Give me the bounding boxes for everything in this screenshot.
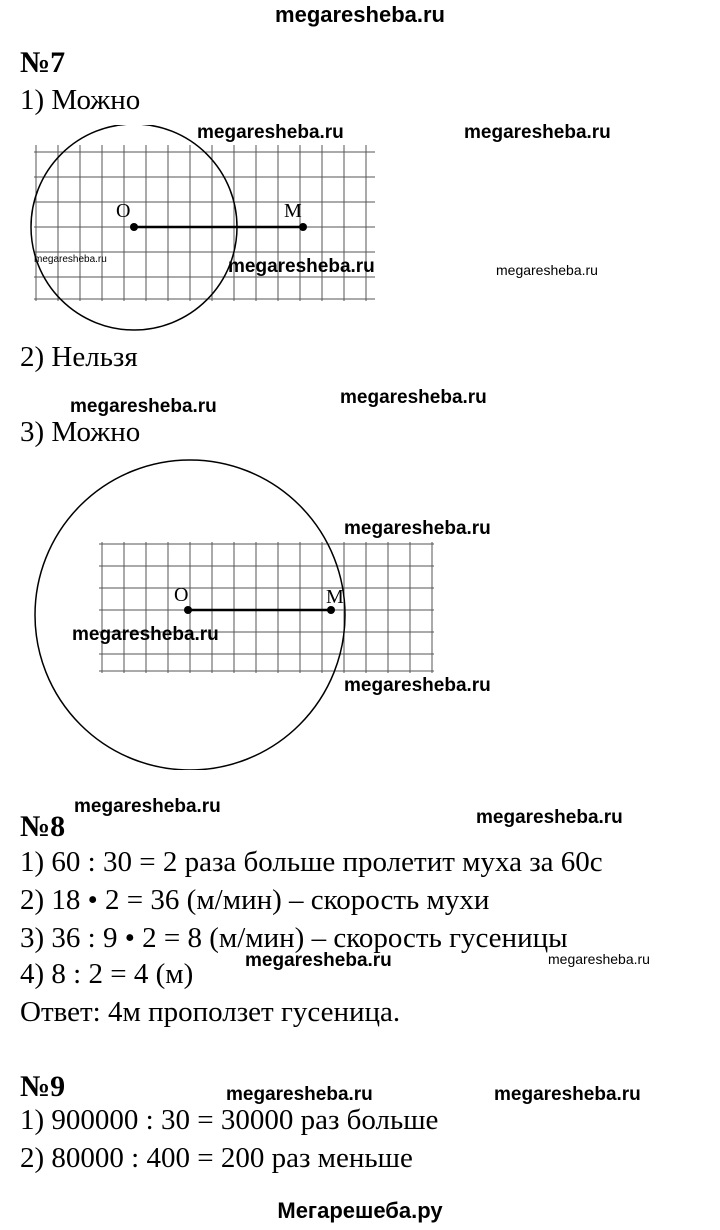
figure-2-point-o xyxy=(184,606,192,614)
watermark: megaresheba.ru xyxy=(228,256,375,277)
task-8-number: №8 xyxy=(20,810,66,843)
task-9-number: №9 xyxy=(20,1070,66,1103)
watermark: megaresheba.ru xyxy=(245,950,392,971)
figure-1-point-o xyxy=(130,223,138,231)
watermark: megaresheba.ru xyxy=(72,624,219,645)
figure-2-circle xyxy=(35,460,345,770)
figure-1-point-m xyxy=(299,223,307,231)
figure-1-label-m: M xyxy=(284,200,302,222)
watermark: megaresheba.ru xyxy=(197,122,344,143)
task-9-line-1: 1) 900000 : 30 = 30000 раз больше xyxy=(20,1104,439,1136)
task-7-item-1: 1) Можно xyxy=(20,84,141,116)
task-8-line-2: 2) 18 • 2 = 36 (м/мин) – скорость мухи xyxy=(20,884,490,916)
task-7-item-2: 2) Нельзя xyxy=(20,341,138,373)
watermark: megaresheba.ru xyxy=(464,122,611,143)
task-9-line-2: 2) 80000 : 400 = 200 раз меньше xyxy=(20,1142,413,1174)
figure-1-label-o: O xyxy=(116,200,131,222)
task-7-item-3: 3) Можно xyxy=(20,416,141,448)
watermark: megaresheba.ru xyxy=(344,675,491,696)
watermark: megaresheba.ru xyxy=(340,387,487,408)
task-7-number: №7 xyxy=(20,46,66,79)
watermark: megaresheba.ru xyxy=(476,807,623,828)
watermark: megaresheba.ru xyxy=(70,396,217,417)
task-8-line-1: 1) 60 : 30 = 2 раза больше пролетит муха за 60с xyxy=(20,846,603,878)
watermark: megaresheba.ru xyxy=(548,951,650,967)
watermark: megaresheba.ru xyxy=(34,254,107,265)
figure-2-label-o: O xyxy=(174,584,189,606)
watermark: megaresheba.ru xyxy=(226,1084,373,1105)
figure-1-circle-grid xyxy=(20,125,380,335)
footer-watermark: Мегарешеба.ру xyxy=(277,1198,443,1223)
watermark: megaresheba.ru xyxy=(496,262,598,278)
figure-2-label-m: M xyxy=(326,586,344,608)
task-8-answer: Ответ: 4м проползет гусеница. xyxy=(20,996,401,1028)
task-8-line-3: 3) 36 : 9 • 2 = 8 (м/мин) – скорость гусеницы xyxy=(20,922,568,954)
task-8-line-4: 4) 8 : 2 = 4 (м) xyxy=(20,958,194,990)
header-watermark: megaresheba.ru xyxy=(275,2,445,27)
watermark: megaresheba.ru xyxy=(344,518,491,539)
figure-2-circle-grid xyxy=(24,455,444,770)
watermark: megaresheba.ru xyxy=(74,796,221,817)
watermark: megaresheba.ru xyxy=(494,1084,641,1105)
